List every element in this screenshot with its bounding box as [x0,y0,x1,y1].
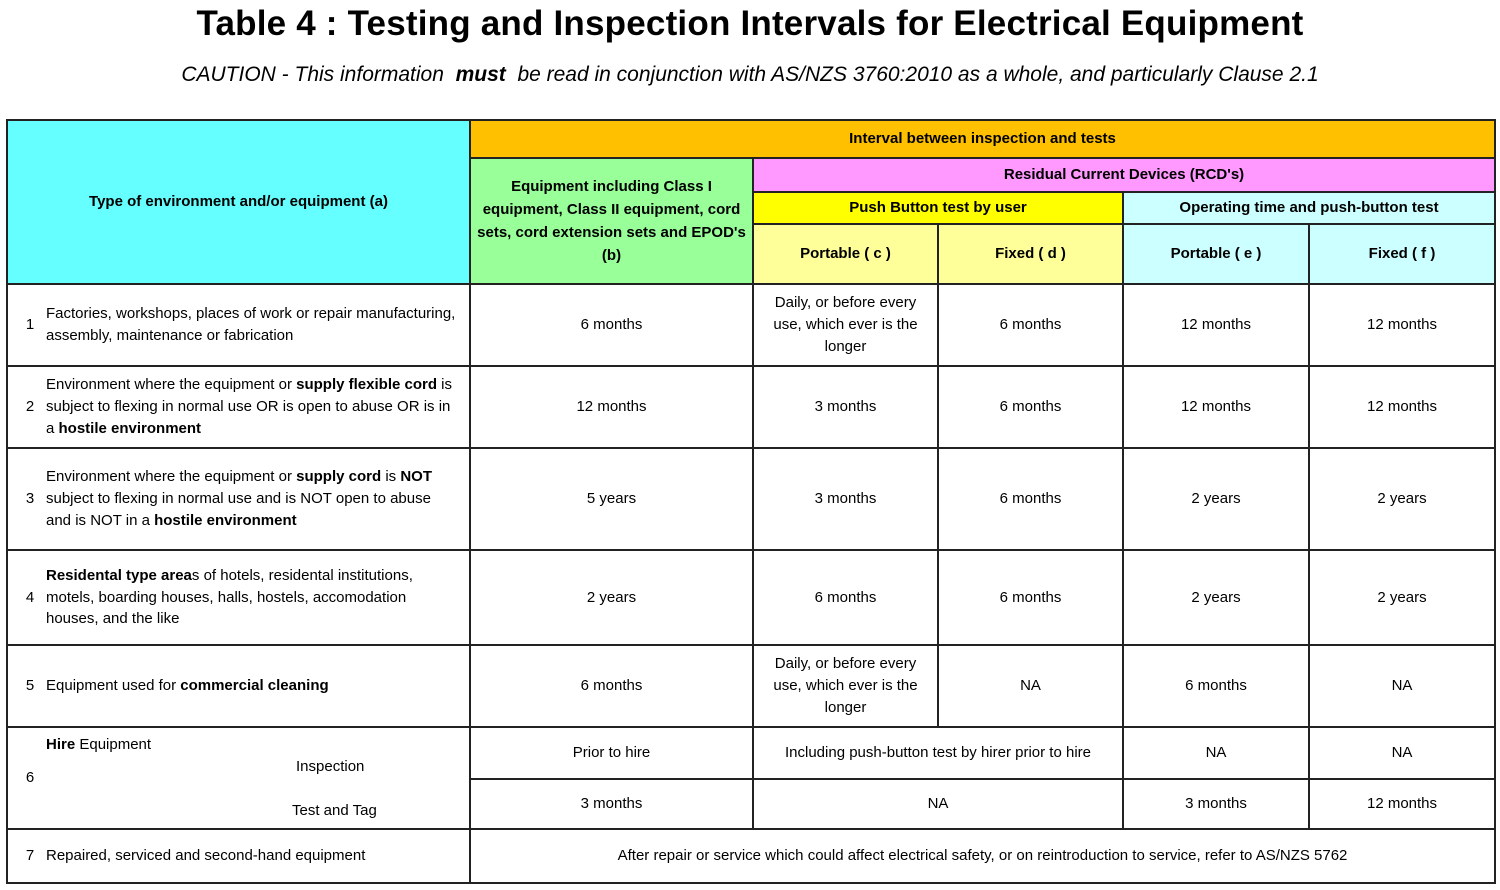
cell-push-button: Including push-button test by hirer prior to hire [753,727,1123,779]
env-cell-7 [7,829,470,883]
desc-segment: Residental type area [46,566,192,584]
env-description [46,565,463,630]
env-description [46,374,463,439]
desc-segment: commercial cleaning [180,677,329,695]
caution-emphasis: must [455,63,506,86]
env-description [46,303,463,347]
desc-segment: NOT [400,468,432,486]
cell-equipment: Prior to hire [470,727,753,779]
env-description: Repaired, serviced and second-hand equipment [46,847,366,865]
cell-push-button: NA [753,779,1123,829]
env-cell-6 [7,727,470,829]
table-row [7,366,1495,448]
cell-portable-c: 6 months [753,550,938,645]
header-operating: Operating time and push-button test [1123,192,1495,224]
desc-segment: is [381,468,401,486]
cell-portable-e: 2 years [1123,448,1309,550]
desc-segment: supply flexible cord [296,376,438,394]
cell-fixed-d: 6 months [938,550,1123,645]
desc-segment: Environment where the equipment or [46,468,297,486]
cell-fixed-f: 12 months [1309,779,1495,829]
cell-portable-e: NA [1123,727,1309,779]
hire-label [46,734,151,756]
page-title: Table 4 : Testing and Inspection Intervals for Electrical Equipment [196,4,1304,43]
row-number: 3 [25,490,35,508]
desc-segment: hostile environment [154,511,297,529]
table-row [7,645,1495,727]
test-tag-label: Test and Tag [292,802,377,819]
desc-segment: s of hotels, residental institutions, motels, boarding houses, halls, hostels, accomodation houses, and the like [46,566,413,628]
desc-segment: Environment where the equipment or [46,376,297,394]
env-description [46,675,463,697]
cell-portable-c: Daily, or before every use, which ever is the longer [753,645,938,727]
cell-fixed-d: 6 months [938,366,1123,448]
header-push-button: Push Button test by user [753,192,1123,224]
caution-suffix: be read in conjunction with AS/NZS 3760:2010 as a whole, and particularly Clause 2.1 [517,63,1319,86]
env-cell [7,645,470,727]
env-cell [7,366,470,448]
row-number: 5 [25,677,35,695]
intervals-table [6,119,1496,884]
cell-portable-e: 3 months [1123,779,1309,829]
cell-fixed-f: 2 years [1309,550,1495,645]
env-cell [7,448,470,550]
cell-fixed-d: 6 months [938,448,1123,550]
cell-portable-e: 12 months [1123,284,1309,366]
header-fixed-d: Fixed ( d ) [938,224,1123,284]
cell-portable-c: Daily, or before every use, which ever is the longer [753,284,938,366]
env-cell [7,550,470,645]
table-row [7,448,1495,550]
header-type-env: Type of environment and/or equipment (a) [7,120,470,284]
cell-fixed-f: NA [1309,645,1495,727]
cell-portable-e: 6 months [1123,645,1309,727]
row-number: 2 [25,398,35,416]
cell-fixed-f: 12 months [1309,284,1495,366]
row-number: 1 [25,316,35,334]
cell-equipment: 12 months [470,366,753,448]
desc-segment: subject to flexing in normal use and is NOT open to abuse and is NOT in a [46,490,431,529]
cell-fixed-f: 2 years [1309,448,1495,550]
desc-segment: hostile environment [58,419,202,437]
cell-repaired-value: After repair or service which could affect electrical safety, or on reintroduction to service, refer to AS/NZS 5762 [470,829,1495,883]
cell-portable-e: 2 years [1123,550,1309,645]
cell-equipment: 5 years [470,448,753,550]
row-number: 6 [25,769,35,787]
table-body [7,284,1495,727]
header-portable-c: Portable ( c ) [753,224,938,284]
cell-equipment: 6 months [470,284,753,366]
hire-bold: Hire [46,736,76,753]
env-description [46,466,463,531]
cell-portable-e: 12 months [1123,366,1309,448]
header-portable-e: Portable ( e ) [1123,224,1309,284]
cell-fixed-f: 12 months [1309,366,1495,448]
cell-equipment: 6 months [470,645,753,727]
row-hire [7,727,1495,883]
row-number: 4 [25,588,35,606]
cell-fixed-f: NA [1309,727,1495,779]
cell-portable-c: 3 months [753,366,938,448]
table-row [7,284,1495,366]
caution-note [0,63,1500,87]
cell-fixed-d: 6 months [938,284,1123,366]
table-row [7,550,1495,645]
env-cell [7,284,470,366]
desc-segment: Factories, workshops, places of work or repair manufacturing, assembly, maintenance or fabrication [46,305,456,344]
cell-fixed-d: NA [938,645,1123,727]
desc-segment: is subject to flexing in normal use OR is open to abuse OR is in a [46,376,453,437]
inspection-label: Inspection [296,758,365,775]
cell-equipment: 2 years [470,550,753,645]
desc-segment: supply cord [296,468,382,486]
cell-portable-c: 3 months [753,448,938,550]
header-fixed-f: Fixed ( f ) [1309,224,1495,284]
caution-prefix: CAUTION - This information [181,63,444,86]
header-rcd: Residual Current Devices (RCD's) [753,158,1495,192]
header-equipment: Equipment including Class I equipment, Class II equipment, cord sets, cord extension sets and EPOD's (b) [470,158,753,284]
cell-equipment: 3 months [470,779,753,829]
desc-segment: Equipment used for [46,677,181,695]
hire-rest: Equipment [75,736,152,753]
header-interval: Interval between inspection and tests [470,120,1495,158]
row-number: 7 [25,847,35,865]
